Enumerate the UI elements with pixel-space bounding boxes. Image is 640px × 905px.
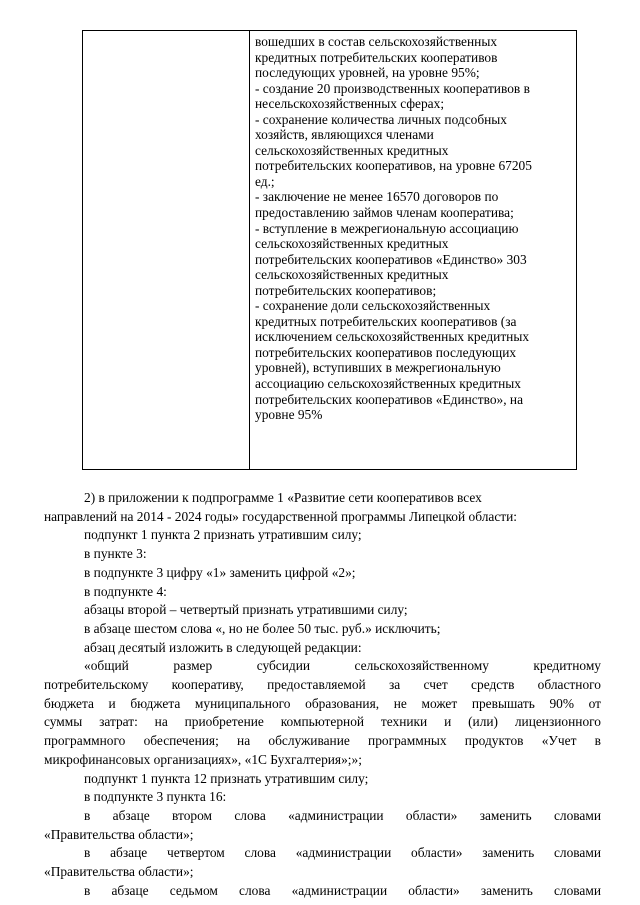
table-line: потребительских кооперативов, на уровне 67205 xyxy=(255,158,532,174)
paragraph-line: в подпункте 4: xyxy=(84,583,167,599)
amendment-text xyxy=(44,489,601,900)
quote-line: бюджета и бюджета муниципального образования, не может превышать 90% от xyxy=(44,695,601,711)
table-line: потребительских кооперативов «Единство» 303 xyxy=(255,251,527,267)
table-line: хозяйств, являющихся членами xyxy=(255,127,434,143)
paragraph-line: в пункте 3: xyxy=(84,546,147,562)
table-line: уровней), вступивших в межрегиональную xyxy=(255,360,501,376)
paragraph-line: подпункт 1 пункта 12 признать утратившим силу; xyxy=(84,770,369,786)
paragraph-line: в подпункте 3 пункта 16: xyxy=(84,789,227,805)
paragraph-line: «Правительства области»; xyxy=(44,864,194,880)
quote-line: программного обеспечения; на обслуживание программных продуктов «Учет в xyxy=(44,733,601,749)
paragraph-line: подпункт 1 пункта 2 признать утратившим силу; xyxy=(84,527,362,543)
table-line: сельскохозяйственных кредитных xyxy=(255,142,449,158)
table-line: уровне 95% xyxy=(255,407,323,423)
table-line: несельскохозяйственных сферах; xyxy=(255,96,445,112)
paragraph-line: направлений на 2014 - 2024 годы» государственной программы Липецкой области: xyxy=(44,508,517,524)
paragraph-line: в подпункте 3 цифру «1» заменить цифрой «2»; xyxy=(84,564,356,580)
table-line: - заключение не менее 16570 договоров по xyxy=(255,189,499,205)
paragraph-line: в абзаце седьмом слова «администрации области» заменить словами xyxy=(84,882,601,898)
paragraph-line: в абзаце втором слова «администрации области» заменить словами xyxy=(84,807,601,823)
table-line: потребительских кооперативов последующих xyxy=(255,344,517,360)
paragraph-line: в абзаце четвертом слова «администрации области» заменить словами xyxy=(84,845,601,861)
paragraph-line: «Правительства области»; xyxy=(44,826,194,842)
quote-line: потребительскому кооперативу, предоставляемой за счет средств областного xyxy=(44,677,601,693)
quote-line: микрофинансовых организациях», «1С Бухгалтерия»;»; xyxy=(44,751,362,767)
quote-line: суммы затрат: на приобретение компьютерной техники и (или) лицензионного xyxy=(44,714,601,730)
table-line: кредитных потребительских кооперативов xyxy=(255,49,498,65)
table-line: ед.; xyxy=(255,173,275,189)
table-line: кредитных потребительских кооперативов (за xyxy=(255,313,517,329)
paragraph-line: абзац десятый изложить в следующей редакции: xyxy=(84,639,362,655)
table-right-cell xyxy=(250,31,576,469)
table-line: - сохранение доли сельскохозяйственных xyxy=(255,298,491,314)
table-line: предоставлению займов членам кооператива; xyxy=(255,205,514,221)
table-line: вошедших в состав сельскохозяйственных xyxy=(255,34,498,49)
table-line: - вступление в межрегиональную ассоциацию xyxy=(255,220,519,236)
quoted-block xyxy=(44,657,601,769)
table-line: потребительских кооперативов; xyxy=(255,282,437,298)
table-left-cell xyxy=(83,31,250,469)
table-line: - сохранение количества личных подсобных xyxy=(255,111,508,127)
quote-line: «общий размер субсидии сельскохозяйственному кредитному xyxy=(84,658,601,674)
paragraph-line: абзацы второй – четвертый признать утратившими силу; xyxy=(84,602,408,618)
table-line: потребительских кооперативов «Единство», на xyxy=(255,391,524,407)
paragraph-line: в абзаце шестом слова «, но не более 50 тыс. руб.» исключить; xyxy=(84,620,441,636)
paragraph-line: 2) в приложении к подпрограмме 1 «Развитие сети кооперативов всех xyxy=(84,490,482,505)
table-line: сельскохозяйственных кредитных xyxy=(255,267,449,283)
goals-table xyxy=(82,30,577,470)
table-line: сельскохозяйственных кредитных xyxy=(255,236,449,252)
table-line: - создание 20 производственных кооперативов в xyxy=(255,80,530,96)
table-line: исключением сельскохозяйственных кредитных xyxy=(255,329,530,345)
table-line: ассоциацию сельскохозяйственных кредитных xyxy=(255,376,521,392)
table-line: последующих уровней, на уровне 95%; xyxy=(255,65,480,81)
